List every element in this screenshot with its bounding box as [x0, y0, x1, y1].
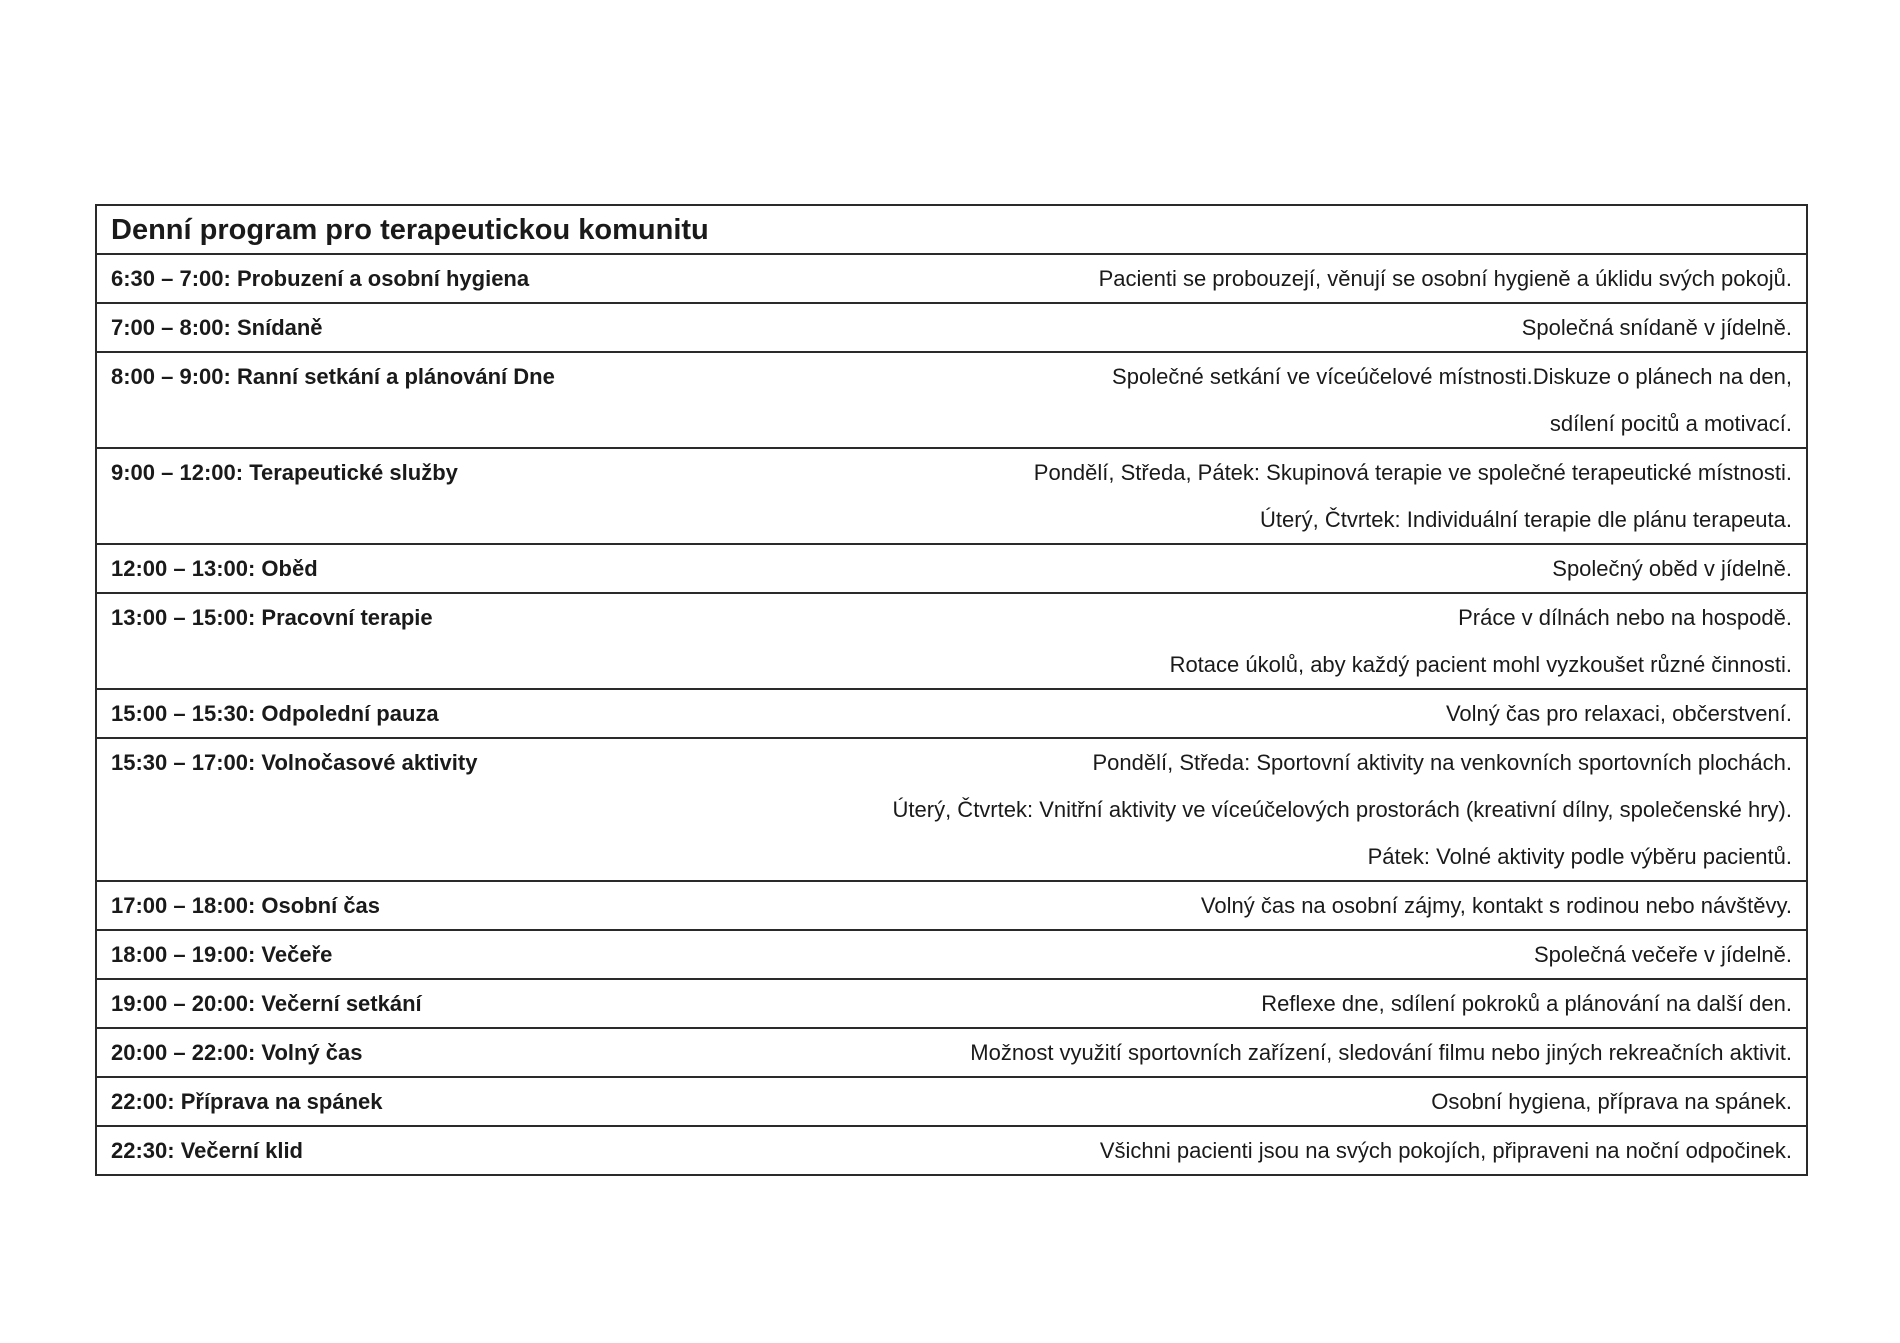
schedule-row [97, 882, 1806, 931]
schedule-description [363, 1029, 1806, 1076]
schedule-description [380, 882, 1806, 929]
schedule-description-line: Reflexe dne, sdílení pokroků a plánování na další den. [1261, 991, 1792, 1016]
schedule-description-line: Společná snídaně v jídelně. [1521, 315, 1792, 340]
schedule-description [332, 931, 1806, 978]
schedule-row [97, 980, 1806, 1029]
schedule-description-line: Úterý, Čtvrtek: Individuální terapie dle plánu terapeuta. [1260, 507, 1792, 532]
schedule-row [97, 255, 1806, 304]
schedule-row [97, 449, 1806, 545]
schedule-time-label: 15:30 – 17:00: Volnočasové aktivity [111, 750, 478, 775]
schedule-row [97, 594, 1806, 690]
schedule-row [97, 931, 1806, 980]
schedule-description [555, 353, 1806, 447]
schedule-description-line: Možnost využití sportovních zařízení, sledování filmu nebo jiných rekreačních aktivit. [970, 1040, 1792, 1065]
schedule-time-label: 7:00 – 8:00: Snídaně [111, 315, 323, 340]
schedule-time-label: 6:30 – 7:00: Probuzení a osobní hygiena [111, 266, 530, 291]
schedule-description-line: Osobní hygiena, příprava na spánek. [1431, 1089, 1792, 1114]
schedule-description-line: Volný čas pro relaxaci, občerstvení. [1445, 701, 1792, 726]
schedule-time-label: 13:00 – 15:00: Pracovní terapie [111, 605, 433, 630]
schedule-row [97, 690, 1806, 739]
schedule-time-label: 22:30: Večerní klid [111, 1138, 303, 1163]
schedule-time-label: 8:00 – 9:00: Ranní setkání a plánování Dne [111, 364, 555, 389]
schedule-time-label: 18:00 – 19:00: Večeře [111, 942, 333, 967]
schedule-description-line: Pondělí, Středa: Sportovní aktivity na venkovních sportovních plochách. [1092, 750, 1792, 775]
schedule-description [303, 1127, 1806, 1174]
schedule-description-line: Úterý, Čtvrtek: Vnitřní aktivity ve víceúčelových prostorách (kreativní dílny, společenské hry). [892, 797, 1792, 822]
schedule-row [97, 353, 1806, 449]
schedule-description-line: Rotace úkolů, aby každý pacient mohl vyzkoušet různé činnosti. [1169, 652, 1792, 677]
schedule-description [382, 1078, 1806, 1125]
schedule-description-line: Pátek: Volné aktivity podle výběru pacientů. [1367, 844, 1792, 869]
schedule-row [97, 545, 1806, 594]
schedule-row [97, 1078, 1806, 1127]
schedule-description-line: Společné setkání ve víceúčelové místnosti.Diskuze o plánech na den, [1112, 364, 1792, 389]
schedule-description-line: Pacienti se probouzejí, věnují se osobní hygieně a úklidu svých pokojů. [1098, 266, 1792, 291]
schedule-description [458, 449, 1806, 543]
schedule-description-line: Pondělí, Středa, Pátek: Skupinová terapie ve společné terapeutické místnosti. [1033, 460, 1792, 485]
schedule-description [529, 255, 1806, 302]
schedule-time-label: 17:00 – 18:00: Osobní čas [111, 893, 381, 918]
schedule-row [97, 1127, 1806, 1174]
schedule-description-line: Všichni pacienti jsou na svých pokojích, připraveni na noční odpočinek. [1099, 1138, 1792, 1163]
schedule-description [323, 304, 1806, 351]
schedule-row [97, 739, 1806, 882]
schedule-row [97, 1029, 1806, 1078]
schedule-time-label: 20:00 – 22:00: Volný čas [111, 1040, 363, 1065]
schedule-description [477, 739, 1806, 880]
schedule-description-line: Práce v dílnách nebo na hospodě. [1458, 605, 1792, 630]
schedule-description [318, 545, 1806, 592]
schedule-time-label: 19:00 – 20:00: Večerní setkání [111, 991, 422, 1016]
schedule-time-label: 9:00 – 12:00: Terapeutické služby [111, 460, 458, 485]
schedule-description [439, 690, 1806, 737]
schedule-rows [97, 255, 1806, 1174]
schedule-description-line: Společná večeře v jídelně. [1533, 942, 1792, 967]
schedule-description [433, 594, 1806, 688]
schedule-table [95, 204, 1808, 1176]
schedule-description-line: Volný čas na osobní zájmy, kontakt s rodinou nebo návštěvy. [1200, 893, 1792, 918]
schedule-description-line: Společný oběd v jídelně. [1552, 556, 1792, 581]
schedule-description [422, 980, 1806, 1027]
schedule-time-label: 12:00 – 13:00: Oběd [111, 556, 318, 581]
schedule-row [97, 304, 1806, 353]
schedule-time-label: 15:00 – 15:30: Odpolední pauza [111, 701, 439, 726]
schedule-description-line: sdílení pocitů a motivací. [1549, 411, 1792, 436]
schedule-time-label: 22:00: Příprava na spánek [111, 1089, 383, 1114]
table-title: Denní program pro terapeutickou komunitu [97, 206, 1806, 255]
